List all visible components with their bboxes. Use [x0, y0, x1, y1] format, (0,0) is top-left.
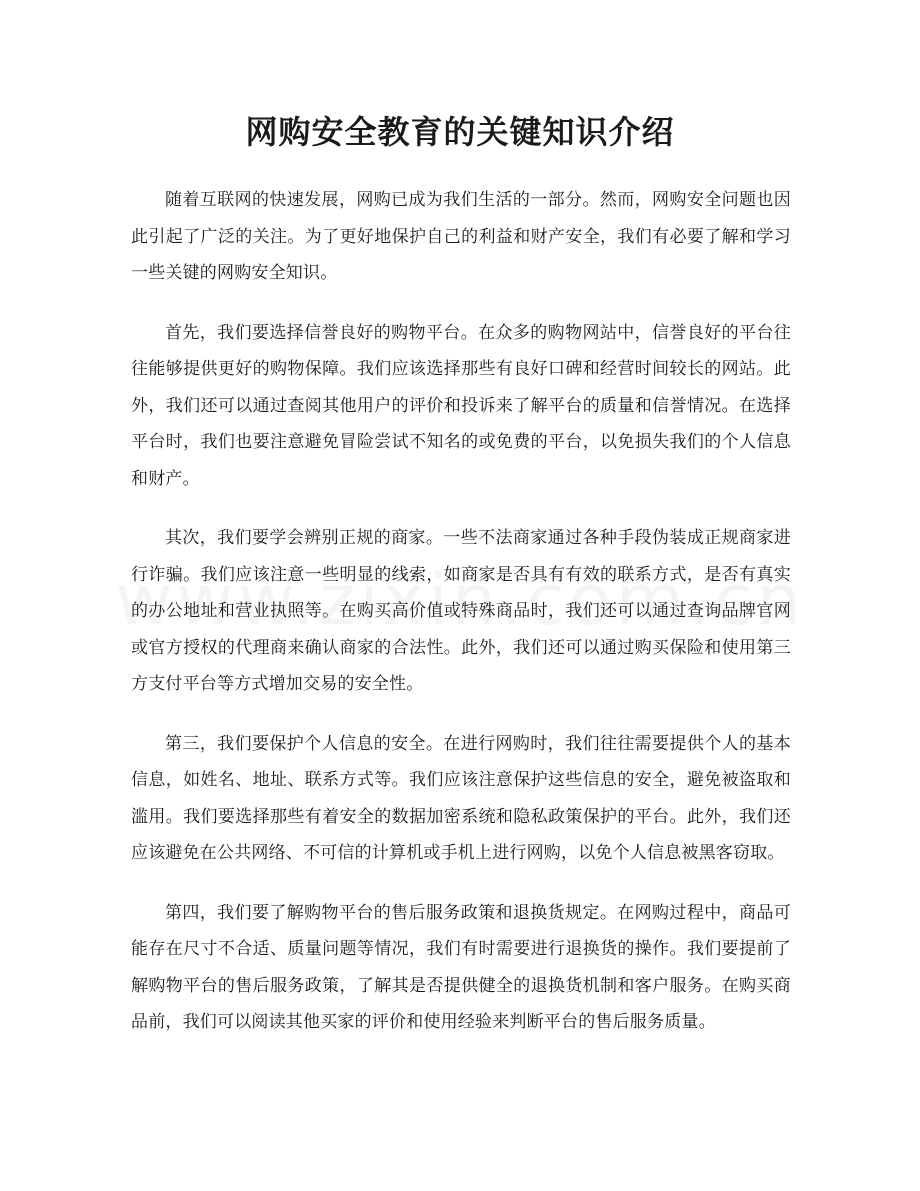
paragraph-third: 第三，我们要保护个人信息的安全。在进行网购时，我们往往需要提供个人的基本信息，如姓名、地址、联系方式等。我们应该注意保护这些信息的安全，避免被盗取和滥用。我们要选择那些有着安全的数据加密系统和隐私政策保护的平台。此外，我们还应该避免在公共网络、不可信的计算机或手机上进行网购，以免个人信息被黑客窃取。 [131, 733, 791, 863]
document-body [131, 182, 791, 1064]
paragraph-intro: 随着互联网的快速发展，网购已成为我们生活的一部分。然而，网购安全问题也因此引起了广泛的关注。为了更好地保护自己的利益和财产安全，我们有必要了解和学习一些关键的网购安全知识。 [131, 190, 791, 283]
document-title: 网购安全教育的关键知识介绍 [245, 113, 675, 151]
paragraph-fourth: 第四，我们要了解购物平台的售后服务政策和退换货规定。在网购过程中，商品可能存在尺寸不合适、质量问题等情况，我们有时需要进行退换货的操作。我们要提前了解购物平台的售后服务政策，了解其是否提供健全的退换货机制和客户服务。在购买商品前，我们可以阅读其他买家的评价和使用经验来判断平台的售后服务质量。 [131, 902, 791, 1032]
paragraph-second: 其次，我们要学会辨别正规的商家。一些不法商家通过各种手段伪装成正规商家进行诈骗。我们应该注意一些明显的线索，如商家是否具有有效的联系方式，是否有真实的办公地址和营业执照等。在购买高价值或特殊商品时，我们还可以通过查询品牌官网或官方授权的代理商来确认商家的合法性。此外，我们还可以通过购买保险和使用第三方支付平台等方式增加交易的安全性。 [131, 528, 791, 694]
paragraph-first: 首先，我们要选择信誉良好的购物平台。在众多的购物网站中，信誉良好的平台往往能够提供更好的购物保障。我们应该选择那些有良好口碑和经营时间较长的网站。此外，我们还可以通过查阅其他用户的评价和投诉来了解平台的质量和信誉情况。在选择平台时，我们也要注意避免冒险尝试不知名的或免费的平台，以免损失我们的个人信息和财产。 [131, 322, 791, 489]
